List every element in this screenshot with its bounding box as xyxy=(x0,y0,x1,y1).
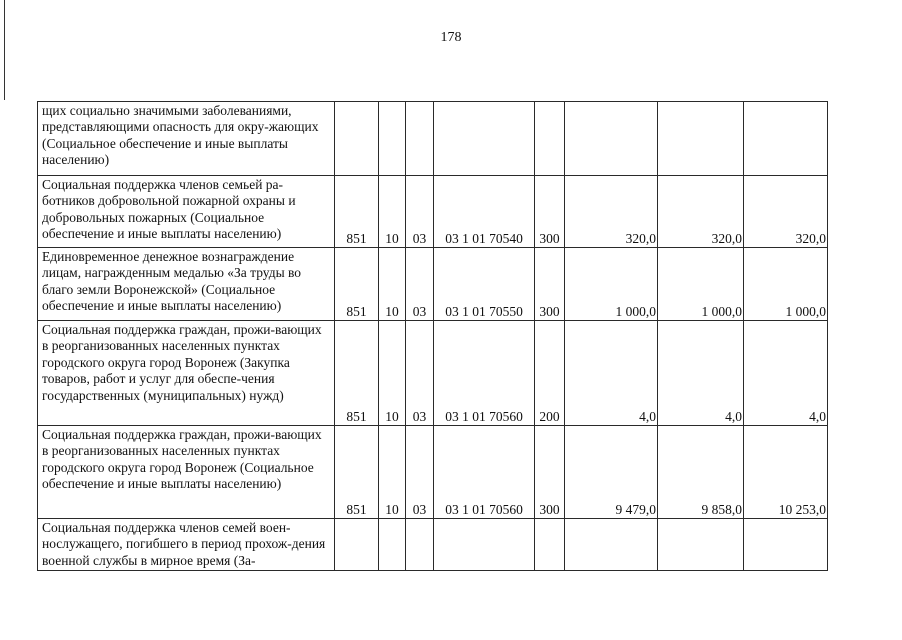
table-row xyxy=(38,519,828,571)
description-cell: Социальная поддержка членов семей воен-нослужащего, погибшего в период прохож-дения военной службы в мирное время (За- xyxy=(38,519,335,571)
amount-year-3-cell xyxy=(744,519,828,571)
section-code-cell: 10 xyxy=(379,321,406,426)
amount-year-1-cell: 4,0 xyxy=(565,321,658,426)
amount-year-1-cell xyxy=(565,102,658,176)
amount-year-1-cell xyxy=(565,519,658,571)
ministry-code-cell: 851 xyxy=(335,426,379,519)
amount-year-1-cell: 320,0 xyxy=(565,176,658,248)
subsection-code-cell: 03 xyxy=(406,426,434,519)
section-code-cell xyxy=(379,519,406,571)
amount-year-2-cell: 1 000,0 xyxy=(658,248,744,321)
subsection-code-cell xyxy=(406,519,434,571)
amount-year-2-cell xyxy=(658,519,744,571)
table-row xyxy=(38,321,828,426)
program-code-cell xyxy=(434,519,535,571)
table-row xyxy=(38,176,828,248)
amount-year-3-cell xyxy=(744,102,828,176)
program-code-cell: 03 1 01 70540 xyxy=(434,176,535,248)
subsection-code-cell xyxy=(406,102,434,176)
subsection-code-cell: 03 xyxy=(406,321,434,426)
page-number: 178 xyxy=(440,30,462,45)
amount-year-2-cell: 9 858,0 xyxy=(658,426,744,519)
table-row xyxy=(38,248,828,321)
amount-year-3-cell: 320,0 xyxy=(744,176,828,248)
ministry-code-cell xyxy=(335,102,379,176)
amount-year-2-cell: 4,0 xyxy=(658,321,744,426)
description-cell: Единовременное денежное вознаграждение лицам, награжденным медалью «За труды во благо земли Воронежской» (Социальное обеспечение и иные выплаты населению) xyxy=(38,248,335,321)
ministry-code-cell xyxy=(335,519,379,571)
expense-type-cell: 300 xyxy=(535,176,565,248)
expense-type-cell: 300 xyxy=(535,248,565,321)
expense-type-cell: 200 xyxy=(535,321,565,426)
description-cell: Социальная поддержка граждан, прожи-вающих в реорганизованных населенных пунктах городского округа город Воронеж (Социальное обеспечение и иные выплаты населению) xyxy=(38,426,335,519)
program-code-cell: 03 1 01 70550 xyxy=(434,248,535,321)
ministry-code-cell: 851 xyxy=(335,176,379,248)
table-row xyxy=(38,102,828,176)
left-margin-rule xyxy=(4,0,5,100)
ministry-code-cell: 851 xyxy=(335,248,379,321)
expense-type-cell: 300 xyxy=(535,426,565,519)
table-body xyxy=(38,102,828,571)
table-row xyxy=(38,426,828,519)
section-code-cell: 10 xyxy=(379,426,406,519)
description-cell: щих социально значимыми заболеваниями, представляющими опасность для окру-жающих (Социальное обеспечение и иные выплаты населению) xyxy=(38,102,335,176)
amount-year-2-cell xyxy=(658,102,744,176)
amount-year-1-cell: 1 000,0 xyxy=(565,248,658,321)
section-code-cell xyxy=(379,102,406,176)
program-code-cell: 03 1 01 70560 xyxy=(434,321,535,426)
amount-year-3-cell: 4,0 xyxy=(744,321,828,426)
amount-year-3-cell: 10 253,0 xyxy=(744,426,828,519)
section-code-cell: 10 xyxy=(379,248,406,321)
subsection-code-cell: 03 xyxy=(406,176,434,248)
amount-year-3-cell: 1 000,0 xyxy=(744,248,828,321)
program-code-cell xyxy=(434,102,535,176)
program-code-cell: 03 1 01 70560 xyxy=(434,426,535,519)
description-cell: Социальная поддержка граждан, прожи-вающих в реорганизованных населенных пунктах городского округа город Воронеж (Закупка товаров, работ и услуг для обеспе-чения государственных (муниципальных) нужд) xyxy=(38,321,335,426)
expense-type-cell xyxy=(535,102,565,176)
expense-type-cell xyxy=(535,519,565,571)
amount-year-1-cell: 9 479,0 xyxy=(565,426,658,519)
section-code-cell: 10 xyxy=(379,176,406,248)
budget-table xyxy=(37,101,828,571)
amount-year-2-cell: 320,0 xyxy=(658,176,744,248)
subsection-code-cell: 03 xyxy=(406,248,434,321)
description-cell: Социальная поддержка членов семьей ра-ботников добровольной пожарной охраны и добровольных пожарных (Социальное обеспечение и иные выплаты населению) xyxy=(38,176,335,248)
ministry-code-cell: 851 xyxy=(335,321,379,426)
